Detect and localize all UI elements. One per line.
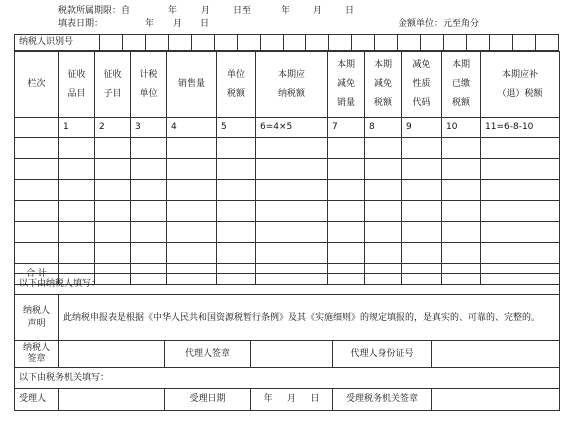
table-cell[interactable] — [59, 138, 95, 159]
period-label: 税款所属期限：自 — [58, 6, 131, 16]
declaration-text: 此纳税申报表是根据《中华人民共和国资源税暂行条例》及其《实施细则》的规定填报的，是真实的、可靠的、完整的。 — [59, 295, 560, 341]
table-cell[interactable] — [131, 243, 167, 264]
table-cell[interactable] — [59, 243, 95, 264]
col-header-row-no: 栏次 — [15, 52, 59, 118]
id-digit-box[interactable] — [375, 35, 398, 51]
number-cell: 11=6-8-10 — [481, 118, 560, 138]
amount-unit: 金额单位：元至角分 — [398, 19, 480, 29]
col-header-item: 征收 品目 — [59, 52, 95, 118]
id-digit-box[interactable] — [398, 35, 421, 51]
table-cell[interactable] — [365, 222, 402, 243]
col-header-exempt-volume: 本期 减免 销量 — [328, 52, 365, 118]
table-row — [15, 138, 560, 159]
table-cell[interactable] — [131, 180, 167, 201]
table-cell[interactable] — [95, 180, 131, 201]
number-cell: 1 — [59, 118, 95, 138]
receiver-label: 受理人 — [15, 389, 59, 411]
number-cell: 4 — [167, 118, 217, 138]
number-cell: 8 — [365, 118, 402, 138]
receive-date-field[interactable] — [251, 389, 333, 411]
tax-office-section-label: 以下由税务机关填写： — [15, 368, 560, 389]
table-cell[interactable] — [217, 243, 256, 264]
number-cell: 3 — [131, 118, 167, 138]
taxpayer-id-row — [14, 34, 559, 51]
table-cell[interactable] — [217, 222, 256, 243]
table-cell[interactable] — [402, 243, 442, 264]
col-header-paid-tax: 本期 已缴 税额 — [442, 52, 481, 118]
id-digit-box[interactable] — [535, 35, 558, 51]
table-cell[interactable] — [481, 243, 560, 264]
fill-date-year: 年 — [145, 19, 155, 29]
table-cell[interactable] — [442, 159, 481, 180]
period-year-2: 年 — [281, 6, 291, 16]
table-row — [15, 243, 560, 264]
table-cell[interactable] — [15, 243, 59, 264]
taxpayer-id-label: 纳税人识别号 — [15, 35, 100, 51]
table-cell[interactable] — [95, 222, 131, 243]
table-cell[interactable] — [15, 138, 59, 159]
table-cell[interactable] — [481, 138, 560, 159]
table-cell[interactable] — [167, 159, 217, 180]
id-digit-box[interactable] — [329, 35, 352, 51]
table-cell[interactable] — [442, 180, 481, 201]
col-header-tax-payable: 本期应 纳税额 — [256, 52, 328, 118]
table-cell[interactable] — [95, 138, 131, 159]
declaration-label: 纳税人声明 — [15, 295, 59, 341]
id-digit-box[interactable] — [100, 35, 123, 51]
table-cell[interactable] — [328, 243, 365, 264]
table-cell[interactable] — [402, 138, 442, 159]
table-cell[interactable] — [217, 180, 256, 201]
table-cell[interactable] — [131, 159, 167, 180]
number-cell: 2 — [95, 118, 131, 138]
signature-label: 纳税人签章 — [15, 341, 59, 368]
declaration-grid — [14, 51, 560, 285]
period-year-1: 年 — [168, 6, 178, 16]
fill-date-day: 日 — [200, 19, 210, 29]
col-header-unit-tax: 单位 税额 — [217, 52, 256, 118]
col-header-tax-unit: 计税 单位 — [131, 52, 167, 118]
id-digit-box[interactable] — [145, 35, 168, 51]
number-cell: 7 — [328, 118, 365, 138]
id-digit-box[interactable] — [283, 35, 306, 51]
table-cell[interactable] — [365, 159, 402, 180]
table-cell[interactable] — [256, 180, 328, 201]
table-cell[interactable] — [217, 138, 256, 159]
table-cell[interactable] — [59, 180, 95, 201]
table-cell[interactable] — [328, 159, 365, 180]
agent-id-field[interactable] — [432, 341, 560, 368]
table-cell[interactable] — [167, 243, 217, 264]
tax-office-signature-field[interactable] — [432, 389, 560, 411]
col-header-exempt-tax: 本期 减免 税额 — [365, 52, 402, 118]
table-row — [15, 159, 560, 180]
table-cell[interactable] — [328, 222, 365, 243]
col-header-exempt-code: 减免 性质 代码 — [402, 52, 442, 118]
table-cell[interactable] — [95, 159, 131, 180]
table-cell[interactable] — [442, 243, 481, 264]
column-header-row — [15, 52, 560, 118]
receive-date-month: 月 — [286, 394, 296, 404]
id-digit-box[interactable] — [260, 35, 283, 51]
table-cell[interactable] — [59, 201, 95, 222]
table-cell[interactable] — [256, 201, 328, 222]
table-cell[interactable] — [481, 159, 560, 180]
period-month-1: 月 — [201, 6, 211, 16]
table-cell[interactable] — [15, 159, 59, 180]
table-cell[interactable] — [131, 201, 167, 222]
number-cell: 5 — [217, 118, 256, 138]
table-cell[interactable] — [217, 201, 256, 222]
id-digit-box[interactable] — [306, 35, 329, 51]
agent-id-label: 代理人身份证号 — [333, 341, 432, 368]
agent-signature-field[interactable] — [251, 341, 333, 368]
taxpayer-signature-field[interactable] — [59, 341, 165, 368]
id-digit-box[interactable] — [421, 35, 444, 51]
table-cell[interactable] — [481, 222, 560, 243]
col-header-subitem: 征收 子目 — [95, 52, 131, 118]
table-cell[interactable] — [442, 138, 481, 159]
table-cell[interactable] — [365, 138, 402, 159]
table-row — [15, 201, 560, 222]
table-cell[interactable] — [256, 243, 328, 264]
id-digit-box[interactable] — [512, 35, 535, 51]
number-cell: 10 — [442, 118, 481, 138]
table-cell[interactable] — [256, 159, 328, 180]
id-digit-box[interactable] — [444, 35, 467, 51]
id-digit-box[interactable] — [489, 35, 512, 51]
id-digit-box[interactable] — [352, 35, 375, 51]
tax-office-signature-label: 受理税务机关签章 — [333, 389, 432, 411]
table-cell[interactable] — [167, 222, 217, 243]
col-header-sales-volume: 销售量 — [167, 52, 217, 118]
table-cell[interactable] — [167, 138, 217, 159]
table-cell[interactable] — [167, 201, 217, 222]
period-month-2: 月 — [313, 6, 323, 16]
fill-date-month: 月 — [173, 19, 183, 29]
total-label: 合 计 — [15, 264, 59, 285]
receive-date-label: 受理日期 — [165, 389, 251, 411]
number-cell: 9 — [402, 118, 442, 138]
table-cell[interactable] — [402, 201, 442, 222]
table-cell[interactable] — [365, 201, 402, 222]
table-cell[interactable] — [131, 222, 167, 243]
id-digit-box[interactable] — [467, 35, 490, 51]
col-header-tax-due: 本期应补 （退）税额 — [481, 52, 560, 118]
id-digit-box[interactable] — [214, 35, 237, 51]
id-digit-box[interactable] — [122, 35, 145, 51]
declaration-lower-section — [14, 273, 560, 411]
table-cell[interactable] — [481, 201, 560, 222]
fill-date-label: 填表日期： — [58, 19, 104, 29]
id-digit-box[interactable] — [168, 35, 191, 51]
agent-signature-label: 代理人签章 — [165, 341, 251, 368]
receive-date-day: 日 — [310, 394, 320, 404]
table-cell[interactable] — [442, 201, 481, 222]
receiver-field[interactable] — [59, 389, 165, 411]
taxpayer-section-label: 以下由纳税人填写： — [15, 274, 560, 295]
table-cell[interactable] — [15, 201, 59, 222]
table-cell[interactable] — [481, 180, 560, 201]
table-cell[interactable] — [131, 138, 167, 159]
table-cell[interactable] — [328, 138, 365, 159]
table-cell[interactable] — [15, 180, 59, 201]
table-cell[interactable] — [95, 201, 131, 222]
period-day-2: 日 — [345, 6, 355, 16]
table-cell[interactable] — [365, 243, 402, 264]
table-cell[interactable] — [167, 180, 217, 201]
number-cell: 6=4×5 — [256, 118, 328, 138]
receive-date-year: 年 — [263, 394, 273, 404]
table-cell[interactable] — [365, 180, 402, 201]
table-cell[interactable] — [59, 222, 95, 243]
table-row — [15, 222, 560, 243]
table-cell[interactable] — [95, 243, 131, 264]
id-digit-box[interactable] — [191, 35, 214, 51]
table-cell[interactable] — [442, 222, 481, 243]
table-cell[interactable] — [328, 201, 365, 222]
table-cell[interactable] — [256, 138, 328, 159]
table-cell[interactable] — [59, 159, 95, 180]
table-cell[interactable] — [15, 222, 59, 243]
table-cell[interactable] — [402, 159, 442, 180]
id-digit-box[interactable] — [237, 35, 260, 51]
table-cell[interactable] — [402, 180, 442, 201]
table-cell[interactable] — [402, 222, 442, 243]
period-day-to: 日至 — [233, 6, 252, 16]
table-row — [15, 180, 560, 201]
table-cell[interactable] — [217, 159, 256, 180]
table-cell[interactable] — [256, 222, 328, 243]
number-cell — [15, 118, 59, 138]
table-cell[interactable] — [328, 180, 365, 201]
column-number-row — [15, 118, 560, 138]
